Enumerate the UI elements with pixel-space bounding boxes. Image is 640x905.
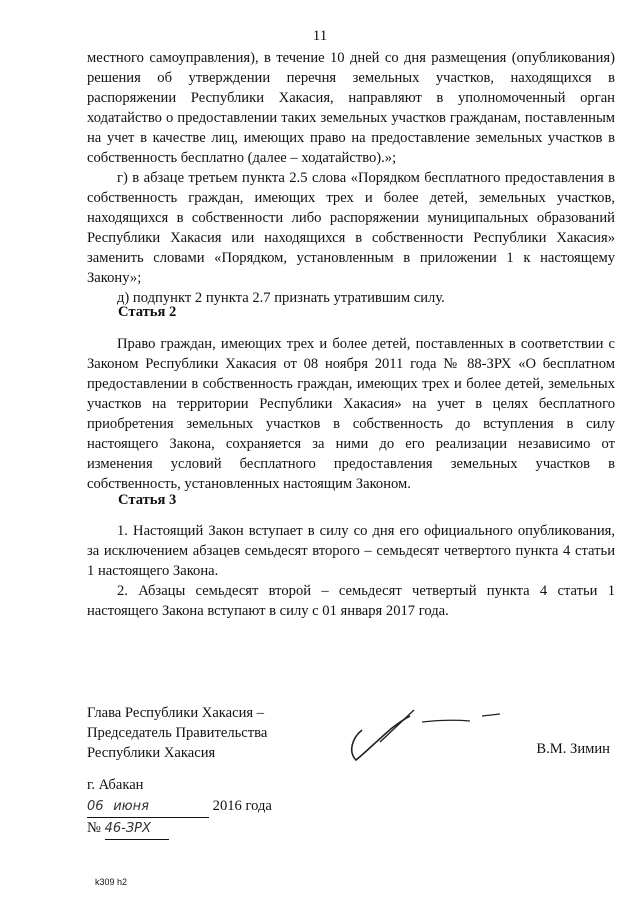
article2-body (87, 334, 615, 494)
number-value: 46-ЗРХ (104, 821, 151, 836)
footer-code: k309 h2 (95, 877, 128, 887)
article2-text: Право граждан, имеющих трех и более детей, поставленных в соответствии с Законом Республики Хакасия от 08 ноября 2011 года № 88-ЗРХ «О бесплатном предоставлении в собственность граждан, имеющих трех и более детей, земельных участков на территории Республики Хакасия» на учет в целях бесплатного приобретения земельных участков в собственность до вступления в силу настоящего Закона, сохраняется за ними до его реализации независимо от изменения условий бесплатного предоставления земельных участков в собственность, установленных настоящим Законом. (87, 336, 615, 492)
amendment-items (87, 48, 615, 308)
signatory-title (87, 703, 267, 763)
signatory-title-line3: Республики Хакасия (87, 745, 216, 761)
intro-paragraph: местного самоуправления), в течение 10 дней со дня размещения (опубликования) решения об утверждении перечня земельных участков, находящихся в распоряжении Республики Хакасия, направляют в уполномоченный орган ходатайство о предоставлении таких земельных участков гражданам, поставленным на учет в качестве лиц, имеющих право на предоставление земельных участков в собственность бесплатно (далее – ходатайство).»; (87, 50, 615, 166)
date-day: 06 (87, 799, 104, 814)
number-sign: № (87, 820, 101, 836)
signatory-title-line2: Председатель Правительства (87, 725, 268, 741)
item-g: г) в абзаце третьем пункта 2.5 слова «Порядком бесплатного предоставления в собственность граждан, имеющих трех и более детей, земельных участков, находящихся в собственности либо распоряжении муниципальных образований Республики Хакасия или находящихся в собственности Республики Хакасия» заменить словами «Порядком, установленным в приложении 1 к настоящему Закону»; (87, 170, 615, 286)
page-number: 11 (312, 28, 328, 44)
article3-p1: 1. Настоящий Закон вступает в силу со дня его официального опубликования, за исключением абзацев семьдесят второго – семьдесят четвертого пункта 4 статьи 1 настоящего Закона. (87, 523, 615, 579)
city: г. Абакан (87, 777, 144, 793)
signatory-name: В.М. Зимин (536, 741, 610, 757)
number-line (105, 818, 169, 840)
article2-heading: Статья 2 (118, 304, 177, 320)
article3-heading: Статья 3 (118, 492, 177, 508)
handwritten-signature (340, 700, 510, 770)
date-year: 2016 года (212, 798, 272, 814)
article3-body (87, 521, 615, 621)
date-month: июня (113, 799, 149, 814)
law-number (87, 818, 272, 840)
signatory-title-line1: Глава Республики Хакасия – (87, 705, 265, 721)
date-line (87, 796, 209, 818)
item-d: д) подпункт 2 пункта 2.7 признать утратившим силу. (117, 290, 445, 306)
signing-date (87, 796, 272, 818)
place-and-date (87, 775, 272, 840)
article3-p2: 2. Абзацы семьдесят второй – семьдесят четвертый пункта 4 статьи 1 настоящего Закона вступают в силу с 01 января 2017 года. (87, 583, 615, 619)
